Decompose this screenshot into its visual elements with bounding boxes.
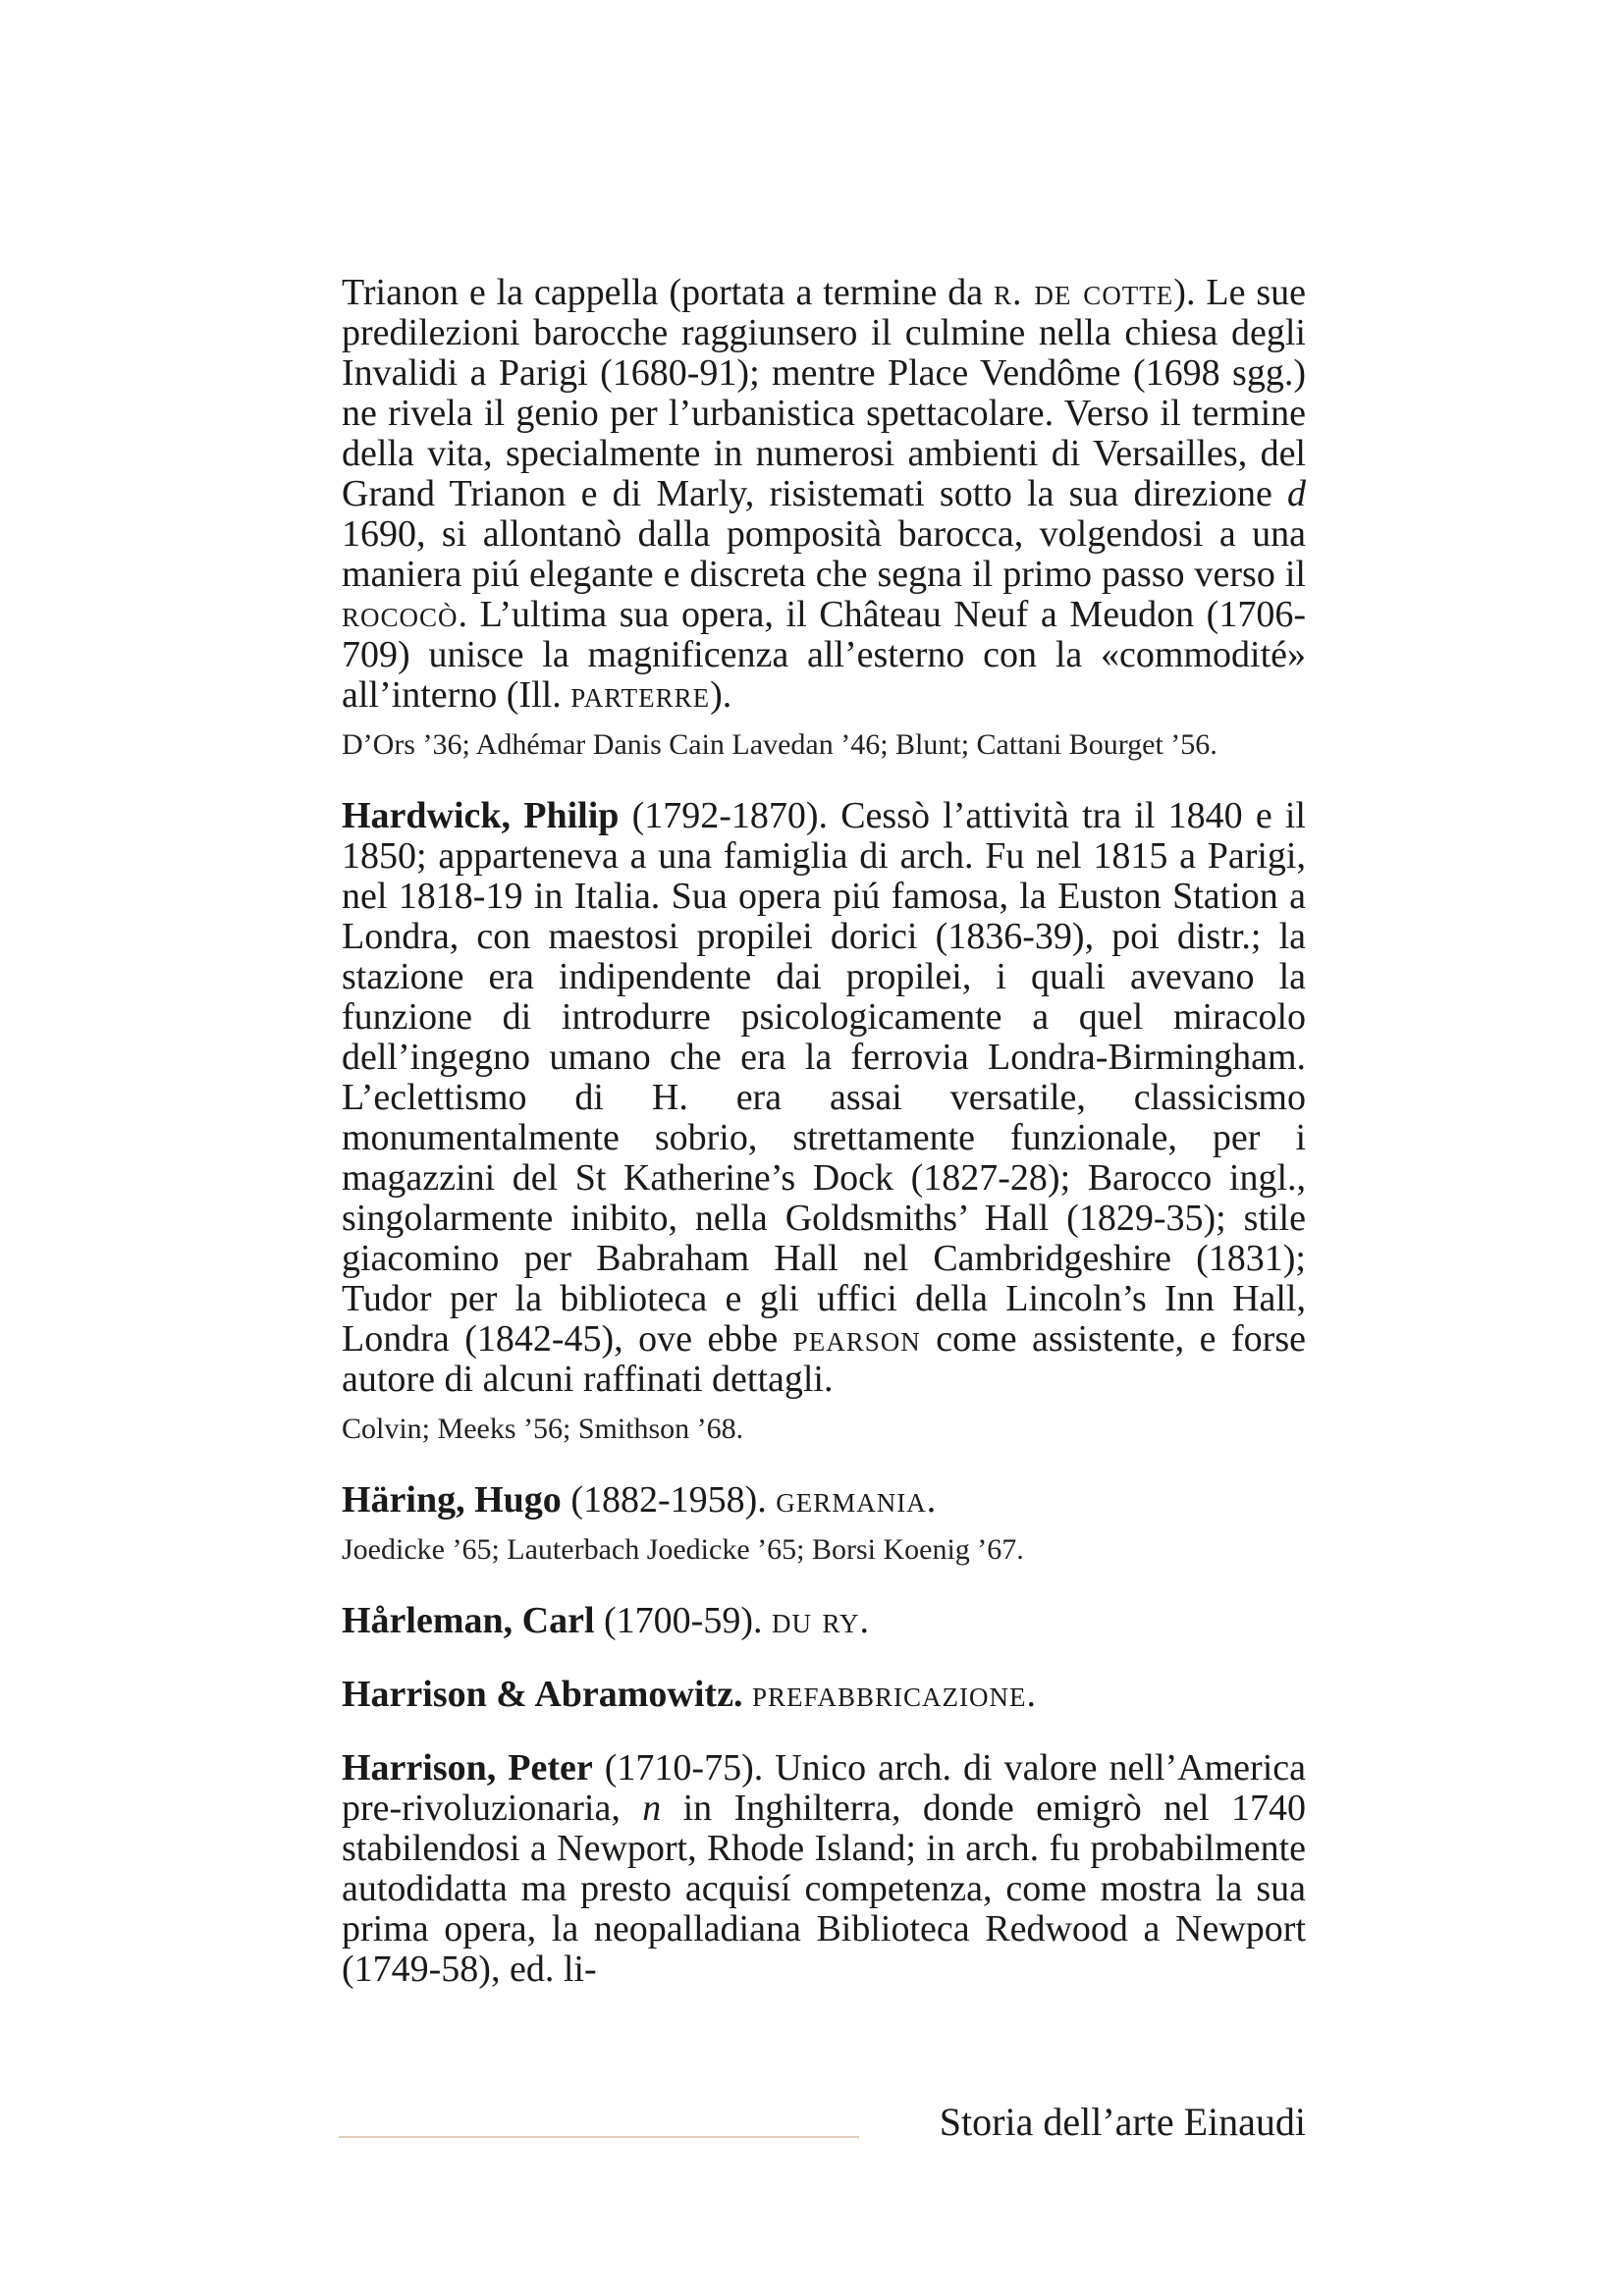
cross-reference: parterre xyxy=(570,674,711,716)
footer-rule xyxy=(339,2136,859,2138)
cross-reference: prefabbricazione xyxy=(751,1674,1027,1715)
bibliography-refs: D’Ors ’36; Adhémar Danis Cain Lavedan ’46; Blunt; Cattani Bourget ’56. xyxy=(342,728,1217,761)
entry-headword: Harrison, Peter xyxy=(342,1747,593,1789)
cross-reference: germania xyxy=(776,1479,927,1521)
entry-hardwick xyxy=(342,796,1306,1447)
entry-headword: Häring, Hugo xyxy=(342,1479,562,1521)
cross-reference: rococò xyxy=(342,594,459,635)
entry-body: Harrison & Abramowitz. prefabbricazione. xyxy=(342,1674,1036,1715)
entry-harrison-abramowitz xyxy=(342,1675,1306,1715)
entry-body: Hårleman, Carl (1700-59). du ry. xyxy=(342,1600,869,1641)
entry-continuation xyxy=(342,273,1306,763)
entry-harrison-peter xyxy=(342,1748,1306,1990)
entry-headword: Hårleman, Carl xyxy=(342,1600,595,1641)
bibliography-refs: Colvin; Meeks ’56; Smithson ’68. xyxy=(342,1413,744,1445)
entry-body: Häring, Hugo (1882-1958). germania. xyxy=(342,1479,937,1521)
text-column xyxy=(342,273,1306,1990)
entry-body: Hardwick, Philip (1792-1870). Cessò l’attività tra il 1840 e il 1850; apparteneva a una famiglia di arch. Fu nel 1815 a Parigi, nel 1818-19 in Italia. Sua opera piú famosa, la Euston Station a Londra, con maestosi propilei dorici (1836-39), poi distr.; la stazione era indipendente dai propilei, i quali avevano la funzione di introdurre psicologicamente a quel miracolo dell’ingegno umano che era la ferrovia Londra-Birmingham. L’eclettismo di H. era assai versatile, classicismo monumentalmente sobrio, strettamente funzionale, per i magazzini del St Katherine’s Dock (1827-28); Barocco ingl., singolarmente inibito, nella Goldsmiths’ Hall (1829-35); stile giacomino per Babraham Hall nel Cambridgeshire (1831); Tudor per la biblioteca e gli uffici della Lincoln’s Inn Hall, Londra (1842-45), ove ebbe pearson come assistente, e forse autore di alcuni raffinati dettagli. xyxy=(342,795,1306,1400)
entry-headword: Harrison & Abramowitz. xyxy=(342,1674,743,1715)
entry-haring xyxy=(342,1480,1306,1568)
entry-body: Trianon e la cappella (portata a termine da r. de cotte). Le sue predilezioni barocche raggiunsero il culmine nella chiesa degli Invalidi a Parigi (1680-91); mentre Place Vendôme (1698 sgg.) ne rivela il genio per l’urbanistica spettacolare. Verso il termine della vita, specialmente in numerosi ambienti di Versailles, del Grand Trianon e di Marly, risistemati sotto la sua direzione d 1690, si allontanò dalla pomposità barocca, volgendosi a una maniera piú elegante e discreta che segna il primo passo verso il rococò. L’ultima sua opera, il Château Neuf a Meudon (1706-709) unisce la magnificenza all’esterno con la «commodité» all’interno (Ill. parterre). xyxy=(342,272,1306,716)
footer-title: Storia dell’arte Einaudi xyxy=(939,2100,1306,2144)
entry-harleman xyxy=(342,1601,1306,1641)
cross-reference: pearson xyxy=(792,1318,921,1360)
entry-headword: Hardwick, Philip xyxy=(342,795,620,836)
entry-body: Harrison, Peter (1710-75). Unico arch. di valore nell’America pre-rivoluzionaria, n in Inghilterra, donde emigrò nel 1740 stabilendosi a Newport, Rhode Island; in arch. fu probabilmente autodidatta ma presto acquisí competenza, come mostra la sua prima opera, la neopalladiana Biblioteca Redwood a Newport (1749-58), ed. li- xyxy=(342,1747,1306,1990)
bibliography-refs: Joedicke ’65; Lauterbach Joedicke ’65; Borsi Koenig ’67. xyxy=(342,1533,1024,1566)
page-footer xyxy=(339,2099,1306,2158)
cross-reference: r. de cotte xyxy=(994,272,1174,313)
cross-reference: du ry xyxy=(771,1600,860,1641)
